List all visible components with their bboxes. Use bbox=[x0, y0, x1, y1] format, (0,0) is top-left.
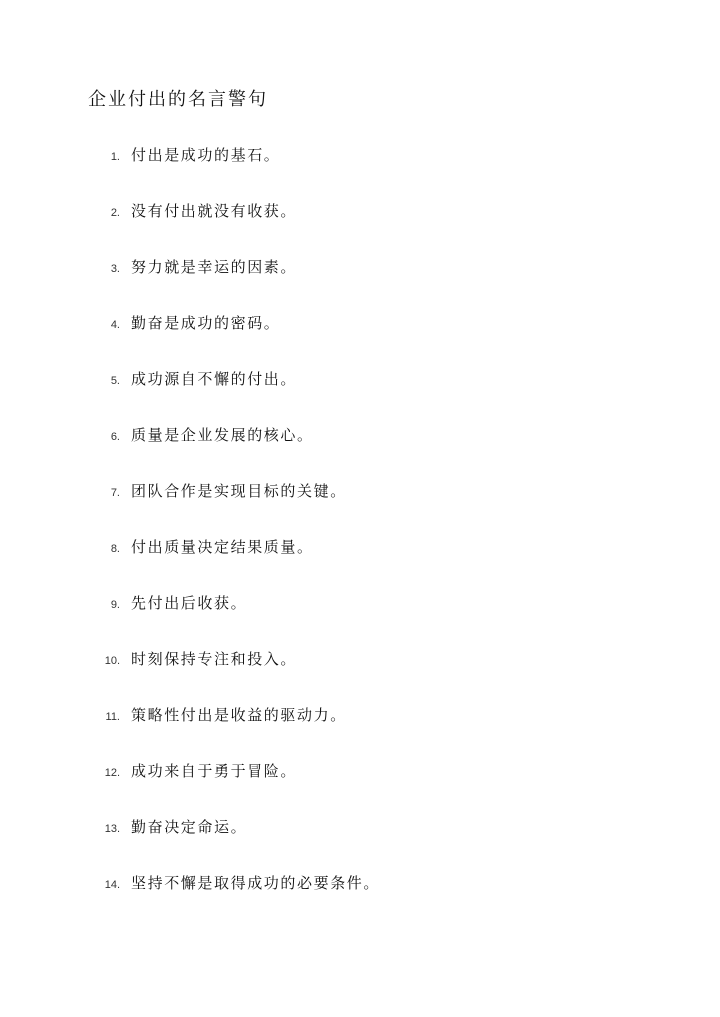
list-item bbox=[0, 424, 720, 480]
list-item-number: 2. bbox=[110, 207, 120, 219]
list-item bbox=[0, 368, 720, 424]
list-item-text: 付出是成功的基石。 bbox=[131, 146, 281, 164]
list-item-number: 4. bbox=[110, 319, 120, 331]
list-item-number: 9. bbox=[110, 599, 120, 611]
list-item-number: 11. bbox=[105, 711, 120, 723]
list-item-number: 1. bbox=[110, 151, 120, 163]
list-item-text: 成功来自于勇于冒险。 bbox=[131, 762, 298, 780]
list-item bbox=[0, 200, 720, 256]
list-item-text: 努力就是幸运的因素。 bbox=[131, 258, 298, 276]
list-item-number: 10. bbox=[104, 655, 120, 667]
list-item-text: 坚持不懈是取得成功的必要条件。 bbox=[131, 874, 381, 892]
list-item bbox=[0, 760, 720, 816]
list-item-number: 8. bbox=[110, 543, 120, 555]
list-item bbox=[0, 592, 720, 648]
list-item-text: 勤奋决定命运。 bbox=[131, 818, 248, 836]
list-item-number: 13. bbox=[104, 823, 120, 835]
list-item-number: 7. bbox=[110, 487, 120, 499]
quote-list bbox=[0, 144, 720, 928]
list-item-text: 团队合作是实现目标的关键。 bbox=[131, 482, 347, 500]
list-item-text: 勤奋是成功的密码。 bbox=[131, 314, 281, 332]
list-item-text: 先付出后收获。 bbox=[131, 594, 248, 612]
list-item-number: 5. bbox=[110, 375, 120, 387]
list-item-text: 成功源自不懈的付出。 bbox=[131, 370, 298, 388]
list-item-text: 时刻保持专注和投入。 bbox=[131, 650, 298, 668]
list-item bbox=[0, 312, 720, 368]
list-item bbox=[0, 536, 720, 592]
list-item-number: 6. bbox=[110, 431, 120, 443]
list-item-number: 3. bbox=[110, 263, 120, 275]
list-item bbox=[0, 144, 720, 200]
list-item-text: 策略性付出是收益的驱动力。 bbox=[131, 706, 347, 724]
page-title: 企业付出的名言警句 bbox=[88, 89, 268, 110]
list-item bbox=[0, 648, 720, 704]
list-item-text: 没有付出就没有收获。 bbox=[131, 202, 298, 220]
list-item bbox=[0, 816, 720, 872]
list-item-text: 质量是企业发展的核心。 bbox=[131, 426, 314, 444]
list-item bbox=[0, 872, 720, 928]
list-item-number: 14. bbox=[104, 879, 120, 891]
list-item bbox=[0, 480, 720, 536]
list-item bbox=[0, 704, 720, 760]
list-item-number: 12. bbox=[104, 767, 120, 779]
list-item-text: 付出质量决定结果质量。 bbox=[131, 538, 314, 556]
list-item bbox=[0, 256, 720, 312]
